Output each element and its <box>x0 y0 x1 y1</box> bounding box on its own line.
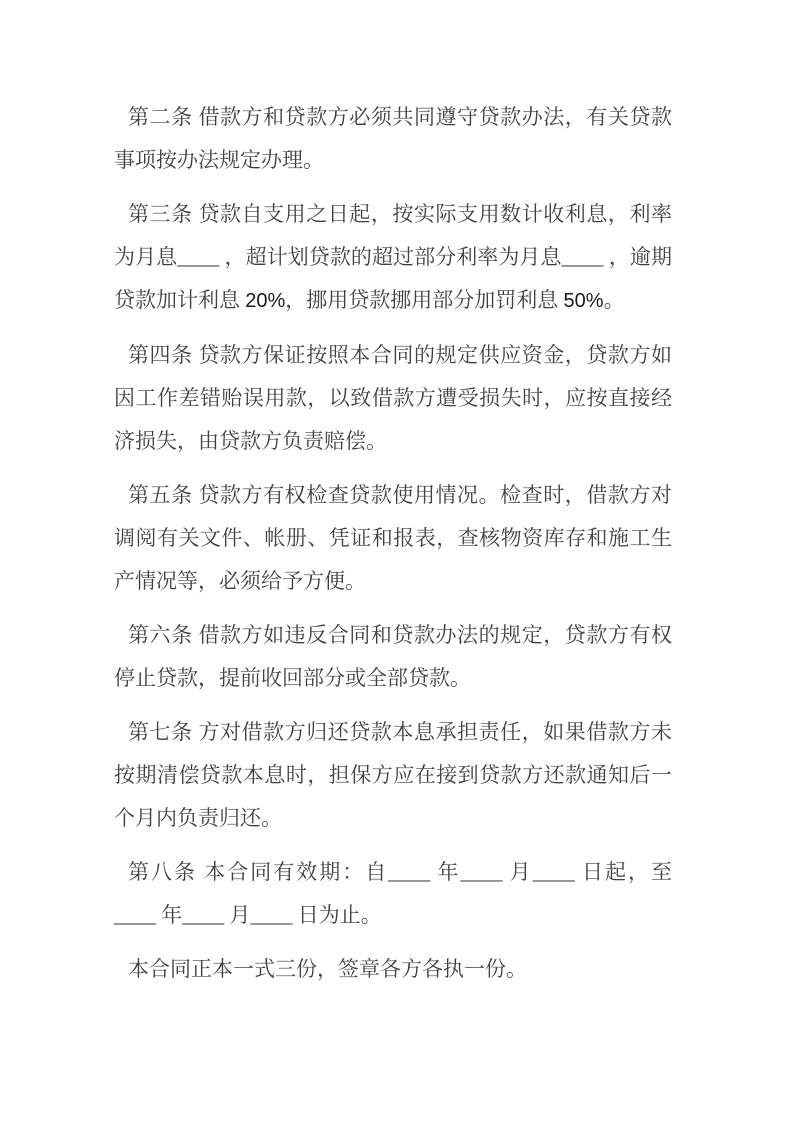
article-3-text-lead: 第三条 贷款自支用之日起，按实际支用数计收利息，利率为月息____ ，超计划贷款的超过部分利率为月息____ ，逾期贷款加计利息 <box>114 202 672 312</box>
article-3-overdue-interest-rate: 20% <box>245 290 286 312</box>
contract-article-4: 第四条 贷款方保证按照本合同的规定供应资金，贷款方如因工作差错贻误用款，以致借款方遭受损失时，应按直接经济损失，由贷款方负责赔偿。 <box>114 343 672 453</box>
document-page <box>114 96 672 991</box>
contract-closing-line: 本合同正本一式三份，签章各方各执一份。 <box>128 957 527 981</box>
contract-article-7: 第七条 方对借款方归还贷款本息承担责任，如果借款方未按期清偿贷款本息时，担保方应在接到贷款方还款通知后一个月内负责归还。 <box>114 720 672 830</box>
contract-article-6: 第六条 借款方如违反合同和贷款办法的规定，贷款方有权停止贷款，提前收回部分或全部贷款。 <box>114 623 672 690</box>
article-3-text-end: 。 <box>603 288 625 312</box>
contract-article-2: 第二条 借款方和贷款方必须共同遵守贷款办法，有关贷款事项按办法规定办理。 <box>114 105 672 172</box>
article-3-misuse-penalty-rate: 50% <box>563 290 604 312</box>
contract-article-8: 第八条 本合同有效期：自____ 年____ 月____ 日起，至____ 年____ 月____ 日为止。 <box>114 860 672 927</box>
contract-article-3 <box>114 193 672 323</box>
contract-article-5: 第五条 贷款方有权检查贷款使用情况。检查时，借款方对调阅有关文件、帐册、凭证和报表，查核物资库存和施工生产情况等，必须给予方便。 <box>114 483 672 593</box>
article-3-text-mid: ，挪用贷款挪用部分加罚利息 <box>285 288 564 312</box>
